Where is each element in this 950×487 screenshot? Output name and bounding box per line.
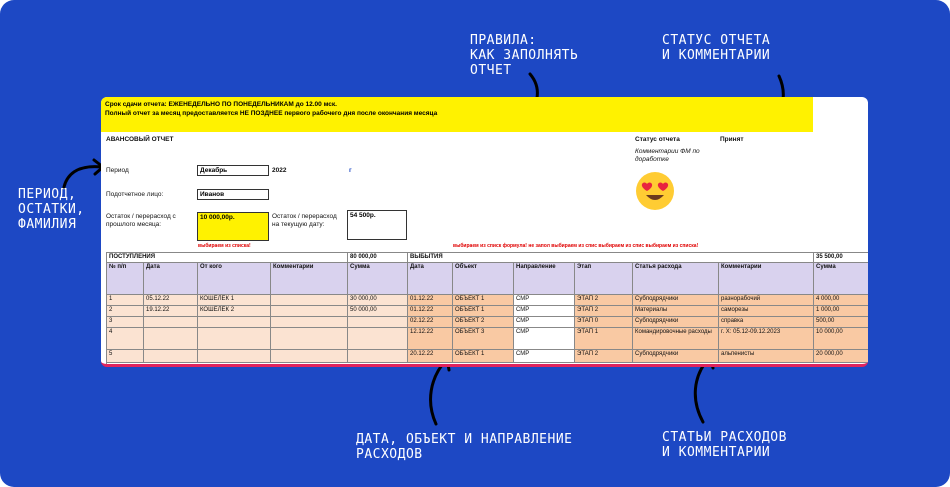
table-cell[interactable] <box>271 328 348 350</box>
table-cell[interactable]: Субподрядчики <box>633 317 719 328</box>
table-cell[interactable] <box>144 350 198 363</box>
table-cell[interactable]: ЭТАП 1 <box>575 328 633 350</box>
table-cell[interactable] <box>271 306 348 317</box>
table-cell[interactable]: Материалы <box>633 306 719 317</box>
table-cell[interactable] <box>144 328 198 350</box>
annotation-rules: ПРАВИЛА: КАК ЗАПОЛНЯТЬ ОТЧЕТ <box>470 33 579 78</box>
col-header: Статья расхода <box>633 263 719 295</box>
table-cell[interactable] <box>144 317 198 328</box>
table-cell[interactable]: Командировочные расходы <box>633 328 719 350</box>
col-header: От кого <box>198 263 271 295</box>
table-cell[interactable]: 30 000,00 <box>348 295 408 306</box>
table-cell[interactable]: ОБЪЕКТ 1 <box>453 295 514 306</box>
annotation-categories: СТАТЬИ РАСХОДОВ И КОММЕНТАРИИ <box>662 430 787 460</box>
report-table <box>106 252 868 364</box>
status-value[interactable]: Принят <box>720 136 744 143</box>
table-cell[interactable]: 20.12.22 <box>408 350 453 363</box>
table-cell[interactable]: 10 000,00 <box>814 328 868 350</box>
person-input[interactable]: Иванов <box>197 189 269 200</box>
deadline-line-1: Срок сдачи отчета: ЕЖЕНЕДЕЛЬНО ПО ПОНЕДЕЛЬНИКАМ до 12.00 мск. <box>105 101 337 108</box>
expense-header: ВЫБЫТИЯ <box>408 253 814 263</box>
table-cell[interactable]: 02.12.22 <box>408 317 453 328</box>
table-cell[interactable] <box>198 328 271 350</box>
table-cell[interactable]: 1 000,00 <box>814 306 868 317</box>
table-cell[interactable]: разнорабочий <box>719 295 814 306</box>
table-cell[interactable] <box>271 350 348 363</box>
table-cell[interactable]: 4 000,00 <box>814 295 868 306</box>
deadline-banner <box>101 97 813 132</box>
income-header: ПОСТУПЛЕНИЯ <box>107 253 348 263</box>
current-balance-value: 54 500р. <box>347 210 407 240</box>
table-cell[interactable]: справка <box>719 317 814 328</box>
table-cell[interactable]: СМР <box>514 317 575 328</box>
table-cell[interactable]: г. Х: 05.12-09.12.2023 <box>719 328 814 350</box>
expense-total: 35 500,00 <box>814 253 868 263</box>
table-cell[interactable]: КОШЕЛЕК 2 <box>198 306 271 317</box>
table-cell[interactable]: альпенисты <box>719 350 814 363</box>
table-cell[interactable]: ОБЪЕКТ 1 <box>453 306 514 317</box>
table-cell[interactable] <box>198 350 271 363</box>
prev-balance-label: Остаток / перерасход с прошлого месяца: <box>106 213 176 228</box>
table-cell[interactable]: саморезы <box>719 306 814 317</box>
table-cell[interactable]: СМР <box>514 306 575 317</box>
table-cell[interactable]: 01.12.22 <box>408 295 453 306</box>
col-header: № п/п <box>107 263 144 295</box>
deadline-line-2: Полный отчет за месяц предоставляется НЕ ПОЗДНЕЕ первого рабочего дня после окончания месяца <box>105 110 438 117</box>
table-cell[interactable]: Субподрядчики <box>633 350 719 363</box>
table-cell[interactable]: СМР <box>514 295 575 306</box>
status-label: Статус отчета <box>635 136 680 143</box>
hint-row: выбираем из списк формула! не запол выбираем из спис выбираем из спис выбираем из списка! <box>453 243 699 249</box>
annotation-date-object: ДАТА, ОБЪЕКТ И НАПРАВЛЕНИЕ РАСХОДОВ <box>356 432 573 462</box>
fm-comment-label: Комментарии ФМ по доработке <box>635 148 700 163</box>
table-cell[interactable]: 12.12.22 <box>408 328 453 350</box>
period-suffix: г <box>349 167 352 174</box>
annotation-status: СТАТУС ОТЧЕТА И КОММЕНТАРИИ <box>662 33 771 63</box>
table-cell[interactable] <box>271 317 348 328</box>
table-cell[interactable]: ОБЪЕКТ 3 <box>453 328 514 350</box>
heart-eyes-emoji-icon <box>636 172 674 210</box>
table-cell[interactable]: 5 <box>107 350 144 363</box>
col-header: Сумма <box>348 263 408 295</box>
table-cell[interactable]: 2 <box>107 306 144 317</box>
table-cell[interactable]: ЭТАП 2 <box>575 350 633 363</box>
period-year[interactable]: 2022 <box>272 167 287 174</box>
col-header: Комментарии <box>271 263 348 295</box>
table-cell[interactable]: ЭТАП 2 <box>575 295 633 306</box>
table-cell[interactable] <box>348 328 408 350</box>
table-cell[interactable]: 19.12.22 <box>144 306 198 317</box>
table-cell[interactable]: ЭТАП 2 <box>575 306 633 317</box>
table-cell[interactable] <box>198 317 271 328</box>
table-cell[interactable]: 500,00 <box>814 317 868 328</box>
table-cell[interactable]: 3 <box>107 317 144 328</box>
table-cell[interactable]: ЭТАП 0 <box>575 317 633 328</box>
col-header: Направление <box>514 263 575 295</box>
annotation-period: ПЕРИОД, ОСТАТКИ, ФАМИЛИЯ <box>18 187 85 232</box>
table-cell[interactable]: 20 000,00 <box>814 350 868 363</box>
col-header: Объект <box>453 263 514 295</box>
col-header: Дата <box>144 263 198 295</box>
table-cell[interactable]: 4 <box>107 328 144 350</box>
period-month-select[interactable]: Декабрь <box>197 165 269 176</box>
hint-list: выбираем из списка! <box>198 243 251 249</box>
table-cell[interactable]: 50 000,00 <box>348 306 408 317</box>
period-label: Период <box>106 167 129 174</box>
prev-balance-input[interactable]: 10 000,00р. <box>197 212 269 241</box>
table-cell[interactable]: Субподрядчики <box>633 295 719 306</box>
table-cell[interactable] <box>348 350 408 363</box>
table-cell[interactable] <box>271 295 348 306</box>
table-cell[interactable] <box>348 317 408 328</box>
table-cell[interactable]: 01.12.22 <box>408 306 453 317</box>
person-label: Подотчетное лицо: <box>106 191 164 198</box>
table-cell[interactable]: ОБЪЕКТ 1 <box>453 350 514 363</box>
current-balance-label: Остаток / перерасход на текущую дату: <box>272 213 337 228</box>
table-cell[interactable]: КОШЕЛЕК 1 <box>198 295 271 306</box>
col-header: Сумма <box>814 263 868 295</box>
col-header: Этап <box>575 263 633 295</box>
table-cell[interactable]: СМР <box>514 328 575 350</box>
col-header: Дата <box>408 263 453 295</box>
table-cell[interactable]: СМР <box>514 350 575 363</box>
report-title: АВАНСОВЫЙ ОТЧЕТ <box>106 136 174 143</box>
table-cell[interactable]: 05.12.22 <box>144 295 198 306</box>
table-cell[interactable]: 1 <box>107 295 144 306</box>
table-cell[interactable]: ОБЪЕКТ 2 <box>453 317 514 328</box>
report-sheet <box>101 97 868 367</box>
income-total: 80 000,00 <box>348 253 408 263</box>
col-header: Комментарии <box>719 263 814 295</box>
